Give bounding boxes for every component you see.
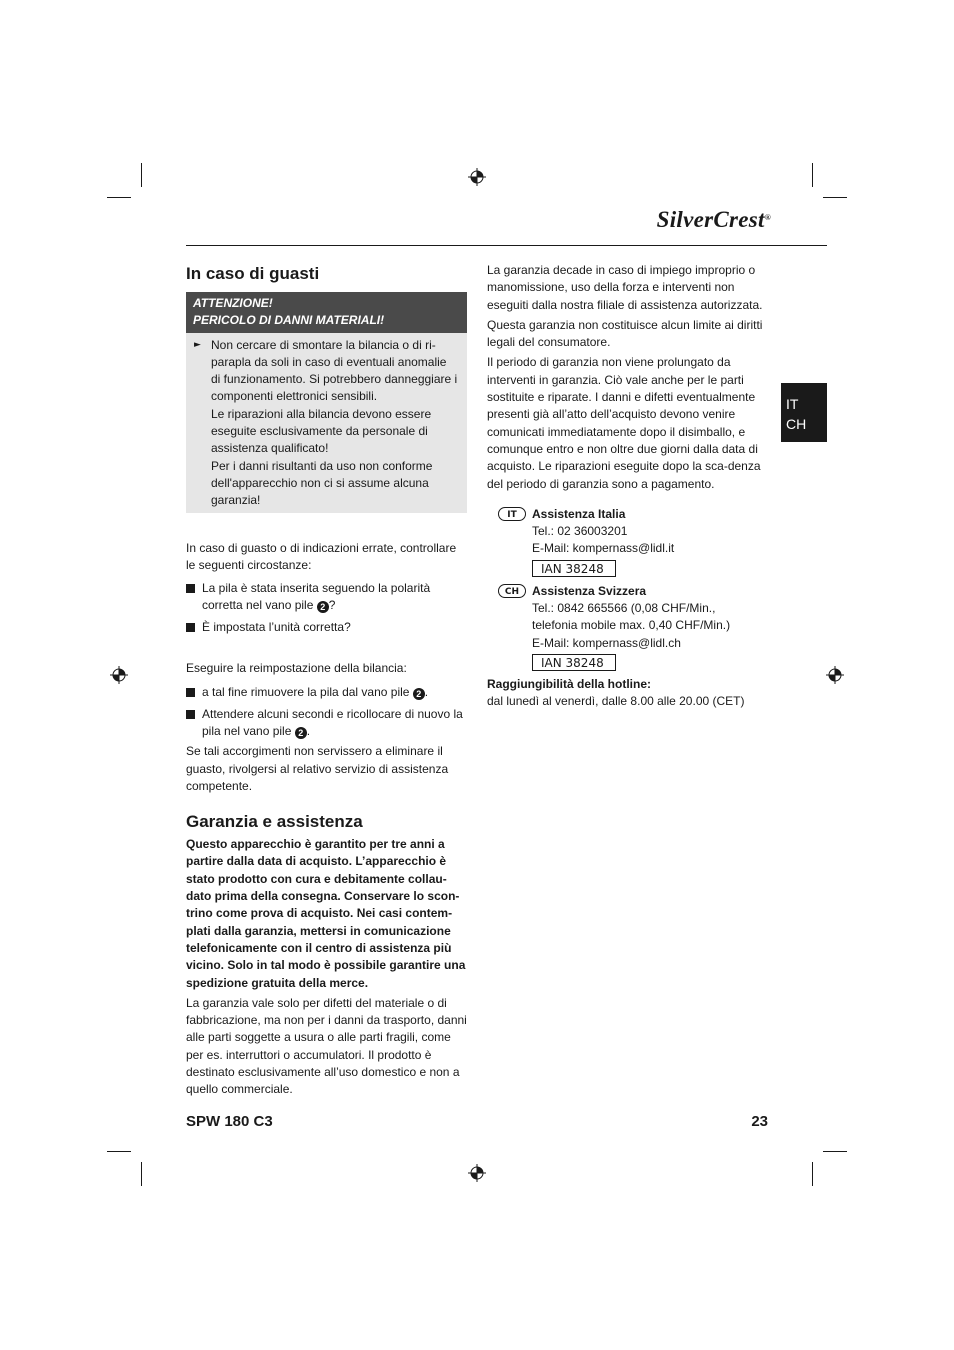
ian-box: IAN 38248: [532, 654, 616, 671]
list-item-text: Attendere alcuni secondi e ricollocare di nuovo la pila nel vano pile: [202, 706, 463, 738]
paragraph: Eseguire la reimpostazione della bilancia:: [186, 661, 407, 676]
contact-line: Tel.: 0842 665566 (0,08 CHF/Min.,: [532, 601, 716, 616]
header-rule: [186, 245, 827, 246]
paragraph: La garanzia vale solo per difetti del materiale o di fabbricazione, ma non per i danni da trasporto, danni alle parti soggette a usura o alle parti fragili, come per es. interruttori o accumulatori. Il prodotto è destinato esclusivamente all’uso domestico e non a quello commerciale.: [186, 995, 467, 1097]
model-number: SPW 180 C3: [186, 1113, 273, 1130]
language-tab: [781, 383, 827, 442]
list-item: [186, 619, 467, 636]
list-item-text: .: [306, 723, 311, 738]
crop-mark: [812, 1162, 813, 1186]
contact-block-switzerland: [487, 583, 772, 671]
left-column: [186, 262, 467, 1099]
square-bullet-icon: [186, 684, 202, 701]
list-item-text: a tal fine rimuovere la pila dal vano pile: [202, 685, 413, 700]
warning-text: Le riparazioni alla bilancia devono essere eseguite esclusivamente da personale di assistenza qualificato!: [211, 406, 432, 456]
language-code: IT: [786, 396, 799, 412]
contact-title: Assistenza Italia: [532, 506, 626, 521]
contact-title: Assistenza Svizzera: [532, 583, 647, 598]
hotline-title: Raggiungibilità della hotline:: [487, 676, 651, 691]
registration-mark-icon: [468, 168, 486, 186]
crop-mark: [141, 1162, 142, 1186]
square-bullet-icon: [186, 706, 202, 741]
list-item-text: La pila è stata inserita seguendo la polarità corretta nel vano pile: [202, 581, 431, 613]
warning-text: Non cercare di smontare la bilancia o di ri-parарla da soli in caso di eventuali anomalie di funzionamento. Si potrebbero danneggiare i componenti elettronici sensibili.: [211, 337, 458, 404]
square-bullet-icon: [186, 580, 202, 615]
paragraph: In caso di guasto o di indicazioni errate, controllare le seguenti circostanze:: [186, 540, 457, 572]
part-number-badge: 2: [317, 601, 329, 613]
country-code-badge: IT: [498, 507, 526, 521]
triangle-right-icon: ►: [194, 339, 201, 350]
check-list: [186, 580, 467, 636]
registration-mark-icon: [826, 666, 844, 684]
contact-email: E-Mail: kompernass@lidl.ch: [532, 635, 681, 650]
contact-block-italy: [487, 506, 772, 577]
section-title: In caso di guasti: [186, 264, 320, 283]
reset-list: [186, 684, 467, 740]
right-column: [487, 262, 772, 711]
crop-mark: [823, 1151, 847, 1152]
square-bullet-icon: [186, 619, 202, 636]
warning-title: ATTENZIONE!: [193, 296, 273, 310]
list-item: [186, 580, 467, 615]
paragraph: Questo apparecchio è garantito per tre anni a partire dalla data di acquisto. L’apparecchio è stato prodotto con cura e debitamente collau-dato prima della consegna. Conservare lo scon-trino come prova di acquisto. Nei casi contem-plati dalla garanzia, mettersi in comunicazione telefonicamente con il centro di assistenza più vicino. Solo in tal modo è possibile garantire una spedizione gratuita della merce.: [186, 837, 466, 990]
list-item: [186, 684, 467, 701]
warning-text: Per i danni risultanti da uso non conforme dell'apparecchio non ci si assume alcuna garanzia!: [211, 458, 433, 508]
paragraph: Il periodo di garanzia non viene prolungato da interventi in garanzia. Ciò vale anche per le parti sostituite e riparate. I danni e difetti eventualmente presenti già all’atto dell’acquisto devono venire comunicati immediatamente dopo il disimballo, e comunque entro e non oltre due giorni dalla data di acquisto. Le riparazioni eseguite dopo la sca-denza del periodo di garanzia sono a pagamento.: [487, 355, 761, 491]
part-number-badge: 2: [295, 727, 307, 739]
country-code-badge: CH: [498, 584, 526, 598]
crop-mark: [107, 197, 131, 198]
list-item-text: È impostata l’unità corretta?: [202, 619, 351, 634]
warning-box: [186, 333, 467, 513]
hotline-hours: dal lunedì al venerdì, dalle 8.00 alle 20.00 (CET): [487, 694, 745, 709]
registration-mark-icon: [110, 666, 128, 684]
crop-mark: [812, 163, 813, 187]
page-number: 23: [751, 1113, 768, 1130]
language-code: CH: [786, 416, 807, 432]
paragraph: Questa garanzia non costituisce alcun limite ai diritti legali del consumatore.: [487, 317, 763, 350]
crop-mark: [107, 1151, 131, 1152]
warning-header: [186, 292, 467, 333]
list-item: [186, 706, 467, 741]
brand-logo: [626, 207, 771, 247]
part-number-badge: 2: [413, 688, 425, 700]
contact-line: Tel.: 02 36003201: [532, 524, 628, 539]
list-item-text: .: [424, 685, 429, 700]
paragraph: Se tali accorgimenti non servissero a eliminare il guasto, rivolgersi al relativo servizio di assistenza competente.: [186, 744, 449, 793]
contact-email: E-Mail: kompernass@lidl.it: [532, 541, 675, 556]
brand-registered-mark: ®: [764, 213, 771, 222]
registration-mark-icon: [468, 1164, 486, 1182]
paragraph: La garanzia decade in caso di impiego improprio o manomissione, uso della forza e interventi non eseguiti dalla nostra filiale di assistenza autorizzata.: [487, 263, 763, 312]
crop-mark: [823, 197, 847, 198]
warning-subtitle: PERICOLO DI DANNI MATERIALI!: [193, 313, 385, 328]
ian-box: IAN 38248: [532, 560, 616, 577]
section-title: Garanzia e assistenza: [186, 812, 363, 832]
contact-line: telefonia mobile max. 0,40 CHF/Min.): [532, 618, 731, 633]
crop-mark: [141, 163, 142, 187]
brand-name: SilverCrest: [656, 207, 765, 232]
list-item-text: ?: [328, 598, 336, 613]
